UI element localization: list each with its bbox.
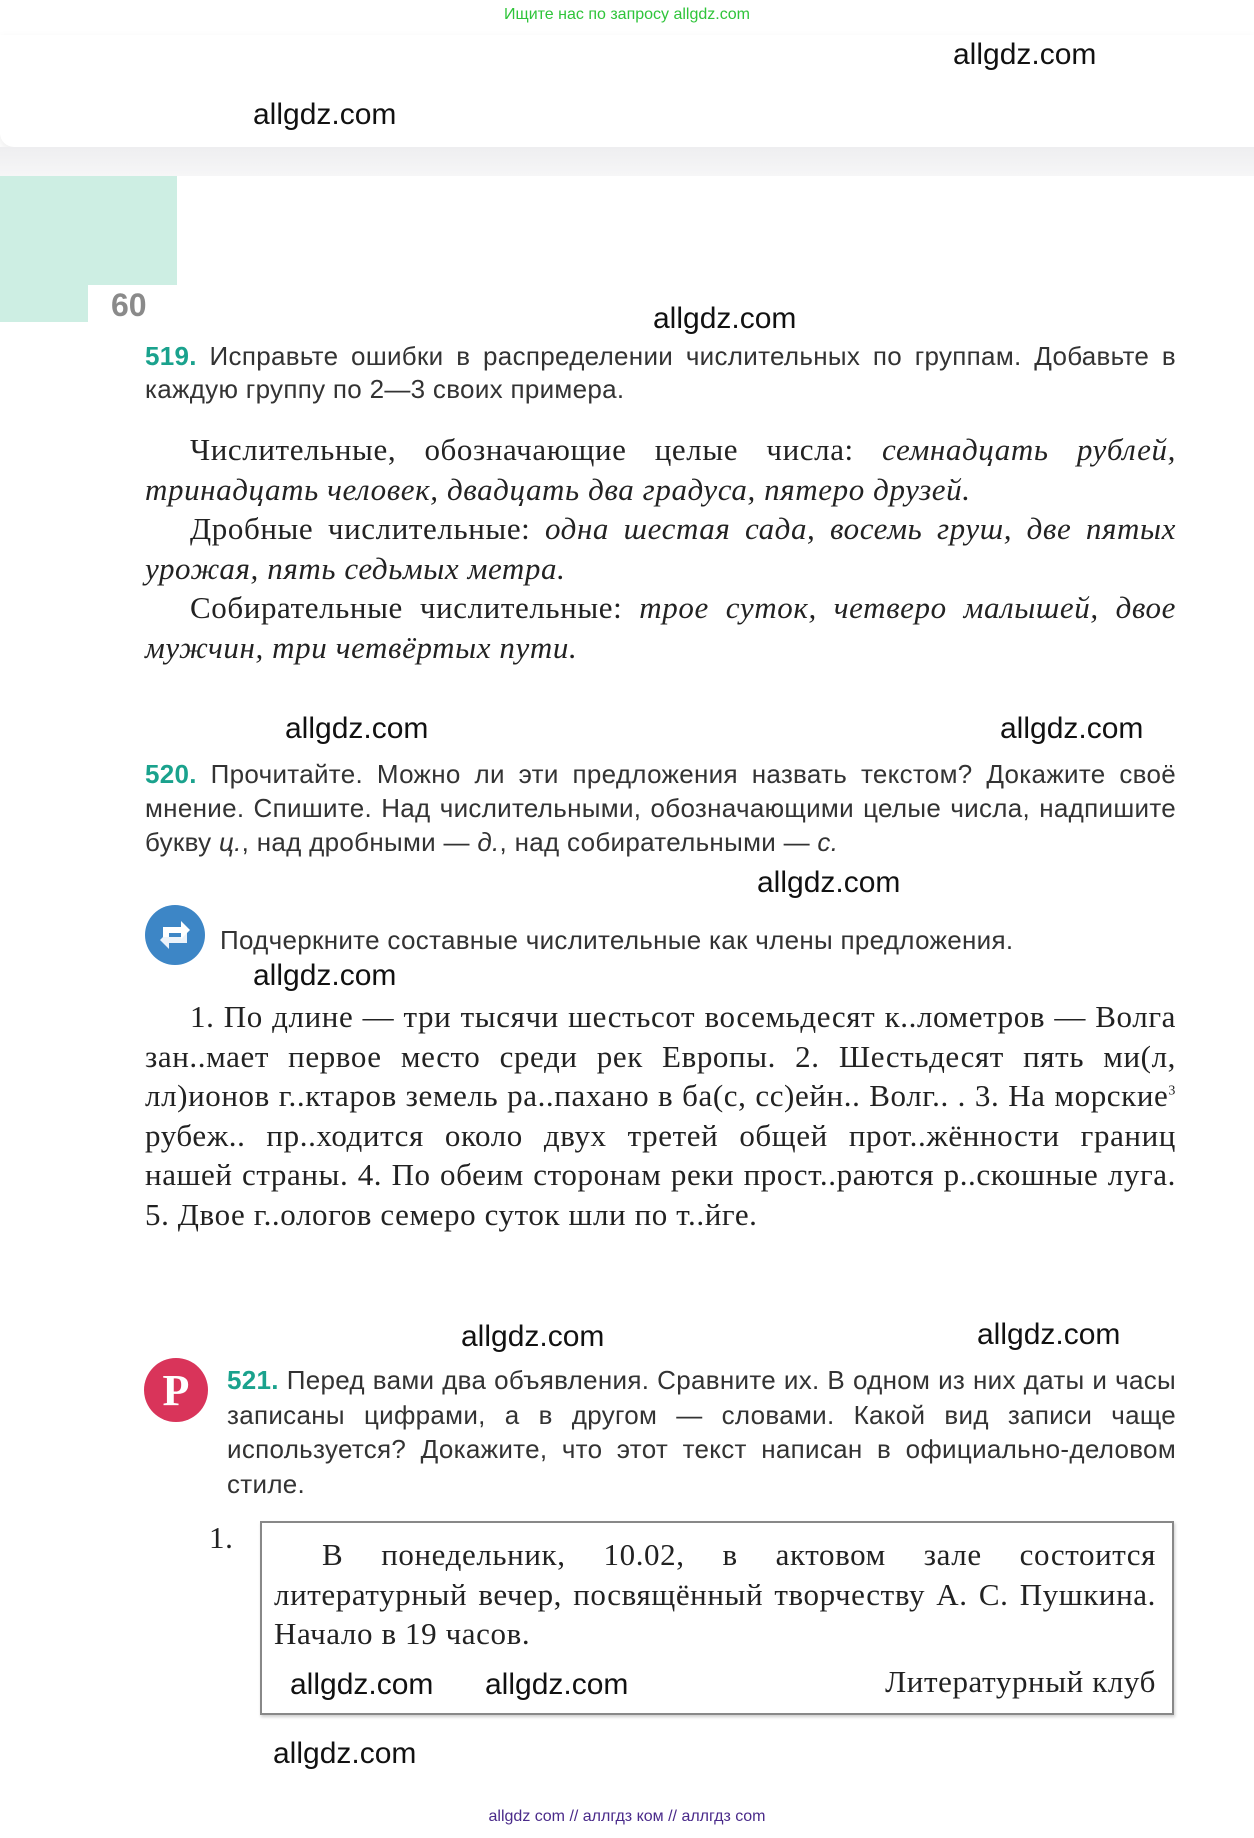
letter-s: с. (817, 827, 839, 857)
watermark: allgdz.com (977, 1318, 1121, 1351)
exercise-521-task (227, 1363, 1176, 1501)
watermark: allgdz.com (461, 1320, 605, 1353)
watermark: allgdz.com (485, 1668, 629, 1701)
group-label: Дробные числительные: (190, 511, 545, 546)
letter-d: д. (477, 827, 500, 857)
sentences-text: 1. По длине — три тысячи шестьсот восемьдесят к..лометров — Волга зан..мает первое место среди рек Европы. 2. Шестьдесят пять ми(л, лл)ионов г..ктаров земель ра..пахано в ба(с, сс)ейн.. Волг.. . 3. На морские (145, 999, 1176, 1113)
footer-links: allgdz com // аллгдз ком // аллгдз com (488, 1808, 766, 1825)
watermark: allgdz.com (953, 38, 1097, 71)
exercise-520-task (145, 757, 1176, 859)
watermark: allgdz.com (253, 98, 397, 131)
task-text: Прочитайте. Можно ли эти предложения назвать текстом? Докажите своё мнение. Спишите. Над числительными, обозначающими целые числа, надпишите букву (145, 759, 1176, 857)
letter-ts: ц. (218, 827, 242, 857)
extra-task: Подчеркните составные числительные как члены предложения. (220, 925, 1014, 955)
watermark: allgdz.com (653, 302, 797, 335)
task-text: , над дробными — (241, 827, 478, 857)
group-whole (145, 430, 1176, 509)
exercise-519-task (145, 340, 1176, 406)
announcement-text: В понедельник, 10.02, в актовом зале состоится литературный вечер, посвящённый творчеству А. С. Пушкина. Начало в 19 часов. (274, 1537, 1156, 1651)
group-label: Числительные, обозначающие целые числа: (190, 432, 883, 467)
group-examples: трое суток, четверо малышей, двое мужчин, три четвёртых пути. (145, 590, 1177, 665)
group-label: Собирательные числительные: (190, 590, 640, 625)
exercise-number: 521. (227, 1365, 279, 1395)
exercise-520-text (145, 997, 1176, 1234)
exercise-519-groups (145, 430, 1176, 667)
watermark: allgdz.com (1000, 712, 1144, 745)
group-fraction (145, 509, 1176, 588)
watermark: allgdz.com (757, 866, 901, 899)
exercise-task-text: Исправьте ошибки в распределении числительных по группам. Добавьте в каждую группу по 2—3 своих примера. (145, 341, 1176, 404)
watermark: allgdz.com (285, 712, 429, 745)
item-number: 1. (209, 1520, 234, 1555)
watermark: allgdz.com (290, 1668, 434, 1701)
task-text: , над собирательными — (499, 827, 818, 857)
search-hint: Ищите нас по запросу allgdz.com (504, 6, 750, 23)
badge-letter: Р (162, 1365, 190, 1415)
announcement-signature: Литературный клуб (885, 1663, 1156, 1699)
sentences-text: рубеж.. пр..ходится около двух третей общей прот..жённости границ нашей страны. 4. По обеим сторонам реки прост..раются р..скошные луга. 5. Двое г..ологов семеро суток шли по т..йге. (145, 1117, 1176, 1232)
exercise-number: 520. (145, 759, 197, 789)
exercise-number: 519. (145, 341, 197, 371)
divider-band (0, 147, 1254, 176)
group-examples: одна шестая сада, восемь груш, две пятых урожая, пять седьмых метра. (145, 511, 1176, 586)
repeat-arrows-icon (145, 905, 205, 965)
speech-badge-icon (144, 1358, 208, 1422)
watermark: allgdz.com (253, 959, 397, 992)
group-examples: семнадцать рублей, тринадцать человек, двадцать два градуса, пятеро друзей. (145, 432, 1176, 507)
page-number: 60 (111, 287, 147, 323)
footnote-mark: 3 (1168, 1083, 1176, 1099)
task-text: Перед вами два объявления. Сравните их. В одном из них даты и часы записаны цифрами, а в другом — словами. Какой вид записи чаще используется? Докажите, что этот текст написан в официально-деловом стиле. (227, 1365, 1176, 1499)
watermark: allgdz.com (273, 1737, 417, 1770)
group-collective (145, 588, 1176, 667)
